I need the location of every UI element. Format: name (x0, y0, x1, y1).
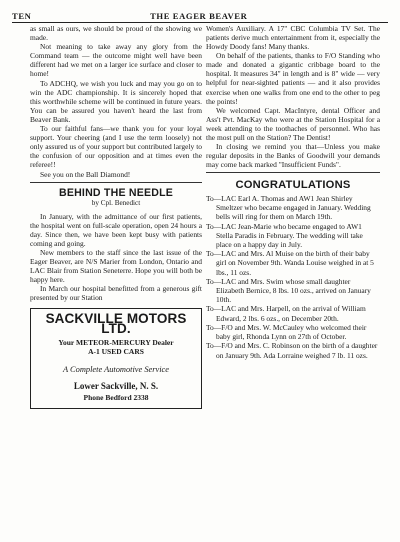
paragraph: Women's Auxiliary. A 17" CBC Columbia TV Set. The patients derive much entertainment from it, especially the Howdy Doody fans! Many thanks. (206, 24, 380, 52)
congrats-entry: To—LAC and Mrs. Harpell, on the arrival of William Edward, 2 lbs. 6 ozs., on December 20th. (206, 304, 366, 323)
paragraph: To ADCHQ, we wish you luck and may you go on to win the ADC championship. It is sincerely hoped that this worthwhile scheme will be continued in future years. You can be assured you haven't heard the last from Beaver Bank. (30, 78, 202, 124)
paragraph: In January, with the admittance of our first patients, the hospital went on full-scale operation, open 24 hours a day. Since then, we have been kept busy with patients coming and going. (30, 211, 202, 248)
section-heading: BEHIND THE NEEDLE (58, 186, 174, 199)
section-divider (30, 182, 202, 183)
congrats-entry: To—LAC and Mrs. Al Muise on the birth of their baby girl on November 9th. Wanda Louise weighed in at 5 lbs., 11 ozs. (206, 249, 374, 277)
header-rule (12, 22, 388, 23)
byline: by Cpl. Benedict (91, 198, 141, 207)
section-heading: CONGRATULATIONS (235, 179, 351, 192)
right-column (206, 24, 380, 360)
congrats-entry: To—LAC Earl A. Thomas and AW1 Jean Shirley Smeltzer who became engaged in January. Wedding bells will ring for them on March 19th. (206, 194, 371, 222)
newsletter-title: THE EAGER BEAVER (150, 11, 248, 21)
paragraph: In March our hospital benefitted from a generous gift presented by our Station (30, 284, 202, 303)
paragraph: To our faithful fans—we thank you for your loyal support. Your cheering (and I use the term loosely) not only assured us of your support but contributed largely to the confusion of our opposition and at times even the referee!! (30, 124, 202, 170)
paragraph: New members to the staff since the last issue of the Eager Beaver, are N/S Marier from London, Ontario and LAC Blair from Station Seneterre. Hope you will both be happy here. (30, 248, 202, 285)
section-divider (206, 172, 380, 173)
ad-service-line: A Complete Automotive Service (63, 364, 169, 374)
paragraph: See you on the Ball Diamond! (40, 169, 131, 179)
congrats-entry: To—F/O and Mrs. C. Robinson on the birth of a daughter on January 9th. Ada Lorraine weighed 7 lb. 11 ozs. (206, 341, 378, 360)
page-label: TEN (12, 11, 32, 21)
ad-town: Lower Sackville, N. S. (73, 380, 159, 391)
congrats-entry: To—LAC and Mrs. Swim whose small daughter Elizabeth Bernice, 8 lbs. 10 ozs., arrived on January 10th. (206, 276, 371, 305)
ad-phone: Phone Bedford 2338 (83, 392, 149, 402)
congrats-entry: To—LAC Jean-Marie who became engaged to AW1 Stella Paradis in February. The wedding will take place on a happy day in July. (206, 221, 363, 249)
ad-used-cars-line: A-1 USED CARS (88, 347, 144, 357)
paragraph: In closing we remind you that—Unless you make regular deposits in the Banks of Goodwill your demands may come back marked "Insufficient Funds". (206, 142, 380, 170)
congrats-entry: To—F/O and Mrs. W. McCauley who welcomed their baby girl, Rhonda Lynn on 27th of October. (206, 322, 367, 342)
paragraph: Not meaning to take away any glory from the Command team — the outcome might well have been different had we met on a larger ice surface and closer to home! (30, 42, 202, 79)
paragraph: We welcomed Capt. MacIntyre, dental Officer and Ass't Pvt. MacKay who were at the Station Hospital for a week attending to the toothaches of personnel. Who has the most pull on the Station? The Dentist! (206, 105, 380, 142)
ad-business-name: SACKVILLE MOTORS LTD. (45, 311, 187, 336)
paragraph: as small as ours, we should be proud of the showing we made. (30, 24, 202, 43)
paragraph: On behalf of the patients, thanks to F/O Standing who made and donated a gigantic cribbage board to the hospital. It measures 34" in length and is 8" wide — very helpful for near-sighted patients — and it also provides exercise when one walks from one end to the other to peg the points! (206, 51, 380, 106)
advertisement-box (30, 308, 202, 408)
ad-dealer-line: Your METEOR-MERCURY Dealer (58, 337, 174, 347)
page-header (12, 8, 388, 21)
left-column (30, 24, 202, 409)
